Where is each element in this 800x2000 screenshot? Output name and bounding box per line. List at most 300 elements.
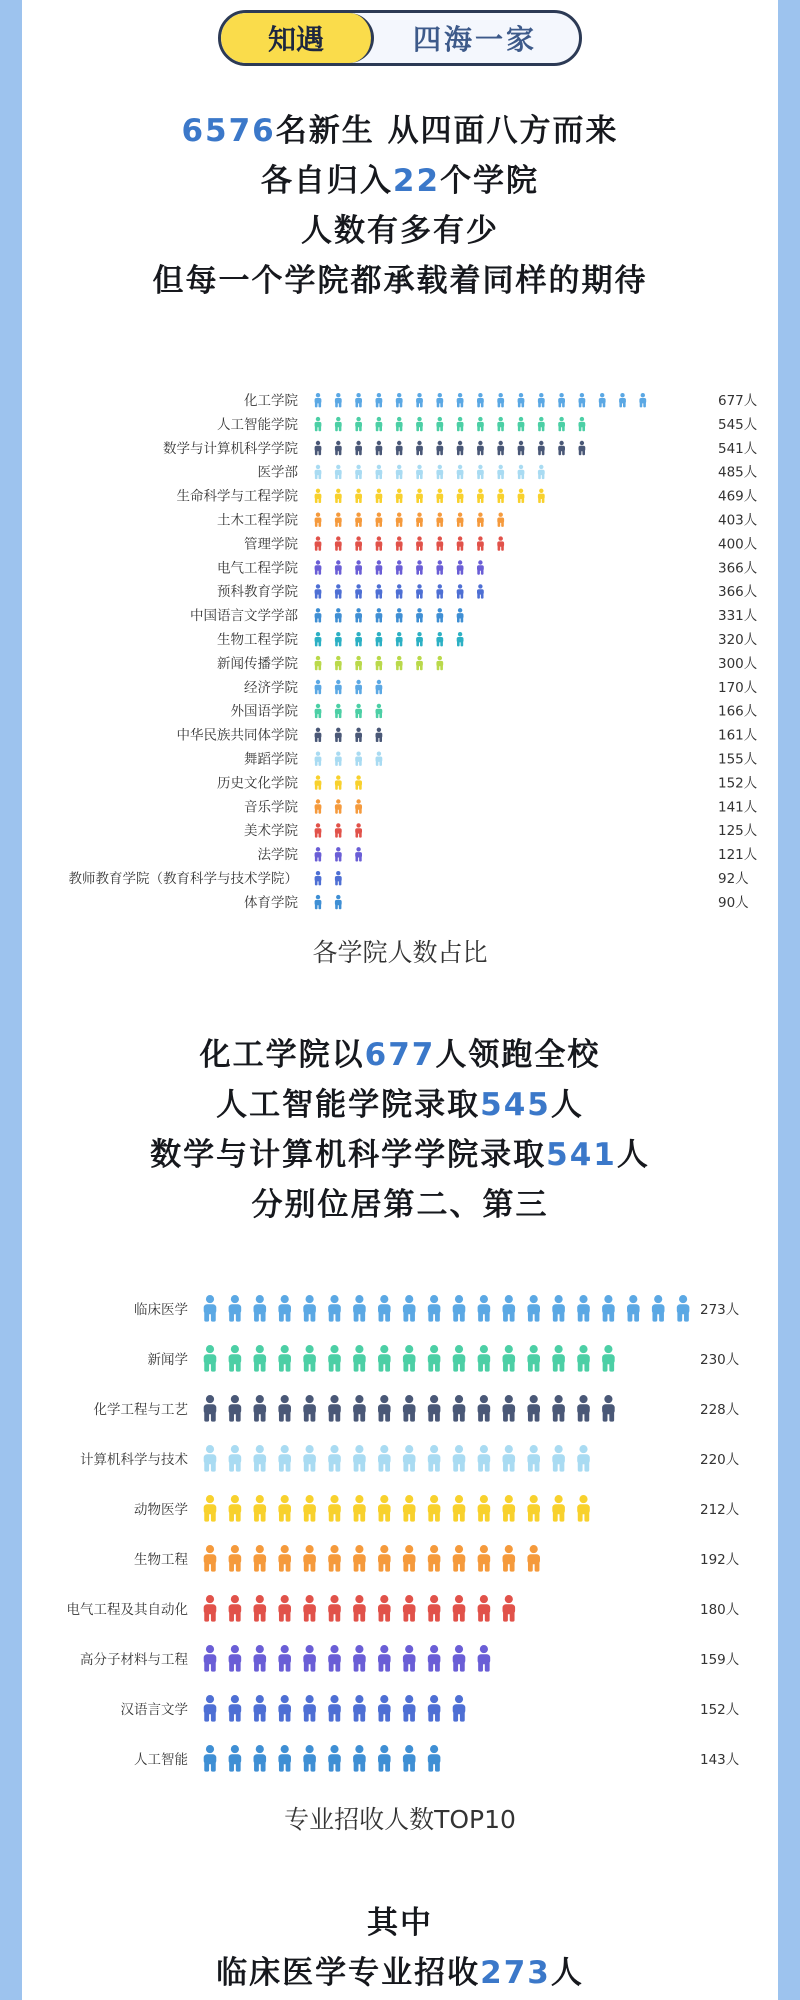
person-icon bbox=[579, 393, 586, 407]
person-icon bbox=[378, 1695, 391, 1722]
chart-row bbox=[217, 631, 758, 648]
person-icon bbox=[416, 608, 423, 622]
person-icon bbox=[353, 1545, 366, 1572]
person-icon bbox=[378, 1445, 391, 1472]
person-icon bbox=[428, 1345, 441, 1372]
person-icon bbox=[335, 752, 342, 766]
person-icon bbox=[453, 1695, 466, 1722]
person-icon bbox=[355, 799, 362, 813]
person-icon bbox=[552, 1495, 565, 1522]
value-label: 366人 bbox=[718, 584, 758, 601]
person-icon bbox=[436, 536, 443, 550]
person-icon bbox=[477, 536, 484, 550]
person-icon bbox=[396, 584, 403, 598]
person-icon bbox=[315, 799, 322, 813]
person-icon bbox=[497, 513, 504, 527]
person-icon bbox=[453, 1545, 466, 1572]
person-icon bbox=[254, 1295, 267, 1322]
person-icon bbox=[527, 1495, 540, 1522]
value-label: 90人 bbox=[718, 894, 749, 911]
mid-line-4: 分别位居第二、第三 bbox=[251, 1187, 549, 1223]
person-icon bbox=[552, 1395, 565, 1422]
person-icon bbox=[416, 417, 423, 431]
person-icon bbox=[353, 1395, 366, 1422]
person-icon bbox=[355, 847, 362, 861]
person-icon bbox=[403, 1395, 416, 1422]
intro-line-4: 但每一个学院都承载着同样的期待 bbox=[152, 263, 648, 299]
person-icon bbox=[527, 1345, 540, 1372]
chart-row bbox=[163, 440, 758, 457]
chart-row bbox=[134, 1495, 740, 1522]
chart-row bbox=[217, 512, 758, 529]
major-top10-chart bbox=[0, 1285, 800, 1780]
person-icon bbox=[376, 584, 383, 598]
person-icon bbox=[497, 536, 504, 550]
person-icon bbox=[518, 489, 525, 503]
person-icon bbox=[335, 895, 342, 909]
category-label: 高分子材料与工程 bbox=[80, 1652, 188, 1668]
person-icon bbox=[315, 632, 322, 646]
mid-line-2-pre: 人工智能学院录取 bbox=[216, 1087, 481, 1123]
person-icon bbox=[229, 1445, 242, 1472]
category-label: 教师教育学院（教育科学与技术学院） bbox=[68, 871, 298, 887]
person-icon bbox=[436, 441, 443, 455]
person-icon bbox=[328, 1345, 341, 1372]
person-icon bbox=[577, 1295, 590, 1322]
person-icon bbox=[376, 536, 383, 550]
person-icon bbox=[457, 584, 464, 598]
chart-row bbox=[217, 775, 758, 791]
intro-line-2-post: 个学院 bbox=[440, 163, 540, 199]
person-icon bbox=[639, 393, 646, 407]
person-icon bbox=[204, 1495, 217, 1522]
person-icon bbox=[403, 1345, 416, 1372]
person-icon bbox=[204, 1745, 217, 1772]
intro-line-1-text: 名新生 从四面八方而来 bbox=[275, 113, 619, 149]
intro-line-3: 人数有多有少 bbox=[301, 213, 499, 249]
chart-row bbox=[190, 607, 758, 624]
person-icon bbox=[315, 895, 322, 909]
person-icon bbox=[538, 417, 545, 431]
person-icon bbox=[396, 608, 403, 622]
value-label: 180人 bbox=[700, 1602, 740, 1618]
intro-line-2 bbox=[0, 156, 800, 206]
chart-row bbox=[67, 1595, 740, 1622]
person-icon bbox=[403, 1495, 416, 1522]
person-icon bbox=[328, 1395, 341, 1422]
person-icon bbox=[355, 728, 362, 742]
person-icon bbox=[378, 1395, 391, 1422]
person-icon bbox=[478, 1495, 491, 1522]
person-icon bbox=[428, 1595, 441, 1622]
college-headcount-chart bbox=[0, 385, 800, 925]
category-label: 外国语学院 bbox=[230, 703, 298, 720]
person-icon bbox=[229, 1395, 242, 1422]
value-label: 366人 bbox=[718, 560, 758, 577]
category-label: 预科教育学院 bbox=[217, 584, 298, 601]
person-icon bbox=[229, 1345, 242, 1372]
section-tag bbox=[218, 10, 582, 66]
person-icon bbox=[478, 1595, 491, 1622]
value-label: 220人 bbox=[700, 1452, 740, 1468]
person-icon bbox=[376, 704, 383, 718]
person-icon bbox=[328, 1295, 341, 1322]
person-icon bbox=[303, 1545, 316, 1572]
person-icon bbox=[204, 1345, 217, 1372]
person-icon bbox=[315, 775, 322, 789]
person-icon bbox=[204, 1295, 217, 1322]
person-icon bbox=[254, 1345, 267, 1372]
person-icon bbox=[315, 847, 322, 861]
person-icon bbox=[355, 680, 362, 694]
person-icon bbox=[315, 728, 322, 742]
person-icon bbox=[497, 465, 504, 479]
person-icon bbox=[229, 1695, 242, 1722]
chart-1-title: 各学院人数占比 bbox=[312, 938, 488, 967]
person-icon bbox=[303, 1645, 316, 1672]
person-icon bbox=[497, 441, 504, 455]
tag-left-label: 知遇 bbox=[221, 13, 374, 63]
person-icon bbox=[303, 1345, 316, 1372]
person-icon bbox=[204, 1595, 217, 1622]
person-icon bbox=[355, 417, 362, 431]
person-icon bbox=[335, 608, 342, 622]
person-icon bbox=[303, 1595, 316, 1622]
person-icon bbox=[278, 1445, 291, 1472]
person-icon bbox=[518, 393, 525, 407]
person-icon bbox=[335, 847, 342, 861]
person-icon bbox=[403, 1695, 416, 1722]
person-icon bbox=[416, 513, 423, 527]
chart-row bbox=[177, 727, 758, 744]
person-icon bbox=[315, 752, 322, 766]
person-icon bbox=[396, 632, 403, 646]
person-icon bbox=[453, 1445, 466, 1472]
person-icon bbox=[315, 489, 322, 503]
person-icon bbox=[396, 417, 403, 431]
value-label: 677人 bbox=[718, 393, 758, 409]
person-icon bbox=[355, 441, 362, 455]
chart-row bbox=[244, 536, 758, 552]
person-icon bbox=[335, 680, 342, 694]
chart-row bbox=[177, 488, 758, 505]
person-icon bbox=[436, 608, 443, 622]
person-icon bbox=[355, 632, 362, 646]
person-icon bbox=[278, 1695, 291, 1722]
person-icon bbox=[453, 1645, 466, 1672]
person-icon bbox=[254, 1695, 267, 1722]
person-icon bbox=[457, 417, 464, 431]
category-label: 经济学院 bbox=[244, 679, 298, 696]
person-icon bbox=[278, 1595, 291, 1622]
category-label: 体育学院 bbox=[244, 894, 298, 911]
mid-number-2: 545 bbox=[480, 1087, 551, 1123]
person-icon bbox=[278, 1745, 291, 1772]
category-label: 人工智能 bbox=[134, 1752, 188, 1768]
person-icon bbox=[315, 393, 322, 407]
category-label: 中华民族共同体学院 bbox=[176, 727, 298, 744]
person-icon bbox=[376, 608, 383, 622]
chart-row bbox=[217, 655, 758, 672]
person-icon bbox=[376, 393, 383, 407]
person-icon bbox=[335, 417, 342, 431]
person-icon bbox=[416, 656, 423, 670]
person-icon bbox=[254, 1595, 267, 1622]
bottom-line-1: 其中 bbox=[367, 1905, 433, 1941]
value-label: 273人 bbox=[700, 1302, 740, 1318]
value-label: 170人 bbox=[718, 679, 758, 696]
person-icon bbox=[558, 393, 565, 407]
person-icon bbox=[378, 1545, 391, 1572]
person-icon bbox=[503, 1495, 516, 1522]
category-label: 汉语言文学 bbox=[120, 1702, 188, 1718]
person-icon bbox=[552, 1295, 565, 1322]
person-icon bbox=[677, 1295, 690, 1322]
person-icon bbox=[558, 441, 565, 455]
chart-row bbox=[80, 1645, 740, 1672]
intro-college-count: 22 bbox=[392, 163, 441, 199]
person-icon bbox=[328, 1495, 341, 1522]
chart-row bbox=[244, 751, 758, 768]
person-icon bbox=[335, 632, 342, 646]
person-icon bbox=[378, 1645, 391, 1672]
value-label: 92人 bbox=[718, 871, 749, 887]
person-icon bbox=[335, 704, 342, 718]
person-icon bbox=[552, 1445, 565, 1472]
person-icon bbox=[229, 1495, 242, 1522]
value-label: 212人 bbox=[700, 1502, 740, 1518]
person-icon bbox=[503, 1295, 516, 1322]
mid-line-1-pre: 化工学院以 bbox=[199, 1037, 365, 1073]
bottom-line-2-pre: 临床医学专业招收 bbox=[216, 1955, 481, 1991]
person-icon bbox=[453, 1395, 466, 1422]
person-icon bbox=[204, 1645, 217, 1672]
value-label: 152人 bbox=[718, 775, 758, 792]
value-label: 545人 bbox=[718, 416, 758, 433]
intro-total-number: 6576 bbox=[181, 113, 276, 149]
person-icon bbox=[376, 489, 383, 503]
person-icon bbox=[453, 1595, 466, 1622]
person-icon bbox=[278, 1645, 291, 1672]
person-icon bbox=[538, 489, 545, 503]
person-icon bbox=[416, 560, 423, 574]
person-icon bbox=[229, 1545, 242, 1572]
person-icon bbox=[579, 441, 586, 455]
person-icon bbox=[376, 417, 383, 431]
category-label: 数学与计算机科学学院 bbox=[163, 440, 298, 457]
person-icon bbox=[403, 1595, 416, 1622]
chart-row bbox=[244, 679, 758, 696]
tag-right-label: 四海一家 bbox=[412, 23, 537, 56]
bottom-line-2 bbox=[0, 1948, 800, 1998]
chart-row bbox=[121, 1695, 740, 1722]
chart-row bbox=[94, 1395, 740, 1422]
person-icon bbox=[254, 1395, 267, 1422]
person-icon bbox=[577, 1495, 590, 1522]
person-icon bbox=[478, 1295, 491, 1322]
category-label: 临床医学 bbox=[134, 1302, 188, 1318]
person-icon bbox=[353, 1445, 366, 1472]
mid-line-3-pre: 数学与计算机科学学院录取 bbox=[150, 1137, 547, 1173]
category-label: 音乐学院 bbox=[244, 799, 298, 816]
person-icon bbox=[396, 560, 403, 574]
value-label: 141人 bbox=[718, 799, 758, 816]
person-icon bbox=[303, 1495, 316, 1522]
person-icon bbox=[416, 393, 423, 407]
person-icon bbox=[428, 1295, 441, 1322]
person-icon bbox=[396, 656, 403, 670]
person-icon bbox=[428, 1445, 441, 1472]
chart-row bbox=[244, 822, 758, 839]
person-icon bbox=[335, 393, 342, 407]
value-label: 300人 bbox=[718, 655, 758, 672]
person-icon bbox=[577, 1445, 590, 1472]
person-icon bbox=[376, 680, 383, 694]
person-icon bbox=[478, 1345, 491, 1372]
person-icon bbox=[315, 584, 322, 598]
person-icon bbox=[436, 656, 443, 670]
person-icon bbox=[453, 1295, 466, 1322]
person-icon bbox=[355, 560, 362, 574]
person-icon bbox=[376, 441, 383, 455]
person-icon bbox=[328, 1445, 341, 1472]
person-icon bbox=[457, 608, 464, 622]
person-icon bbox=[278, 1345, 291, 1372]
person-icon bbox=[254, 1745, 267, 1772]
value-label: 469人 bbox=[718, 488, 758, 505]
person-icon bbox=[627, 1295, 640, 1322]
person-icon bbox=[478, 1395, 491, 1422]
chart-2-title: 专业招收人数TOP10 bbox=[284, 1805, 516, 1834]
person-icon bbox=[396, 441, 403, 455]
person-icon bbox=[453, 1495, 466, 1522]
person-icon bbox=[229, 1295, 242, 1322]
person-icon bbox=[403, 1645, 416, 1672]
value-label: 121人 bbox=[718, 847, 758, 864]
person-icon bbox=[457, 560, 464, 574]
person-icon bbox=[503, 1345, 516, 1372]
chart-row bbox=[80, 1445, 740, 1472]
mid-number-3: 541 bbox=[546, 1137, 617, 1173]
person-icon bbox=[328, 1645, 341, 1672]
mid-line-2-post: 人 bbox=[550, 1087, 584, 1123]
person-icon bbox=[577, 1345, 590, 1372]
person-icon bbox=[602, 1395, 615, 1422]
chart-row bbox=[217, 583, 758, 600]
person-icon bbox=[315, 513, 322, 527]
value-label: 541人 bbox=[718, 440, 758, 457]
person-icon bbox=[503, 1395, 516, 1422]
category-label: 电气工程学院 bbox=[217, 560, 298, 577]
person-icon bbox=[204, 1395, 217, 1422]
person-icon bbox=[436, 465, 443, 479]
person-icon bbox=[303, 1745, 316, 1772]
person-icon bbox=[457, 393, 464, 407]
person-icon bbox=[355, 704, 362, 718]
person-icon bbox=[229, 1645, 242, 1672]
person-icon bbox=[315, 560, 322, 574]
person-icon bbox=[477, 513, 484, 527]
person-icon bbox=[457, 632, 464, 646]
person-icon bbox=[396, 465, 403, 479]
person-icon bbox=[477, 441, 484, 455]
value-label: 331人 bbox=[718, 608, 758, 625]
mid-line-1 bbox=[0, 1030, 800, 1080]
person-icon bbox=[457, 489, 464, 503]
person-icon bbox=[436, 513, 443, 527]
person-icon bbox=[436, 632, 443, 646]
person-icon bbox=[436, 393, 443, 407]
person-icon bbox=[457, 513, 464, 527]
category-label: 动物医学 bbox=[134, 1502, 188, 1518]
person-icon bbox=[527, 1445, 540, 1472]
person-icon bbox=[478, 1545, 491, 1572]
person-icon bbox=[303, 1295, 316, 1322]
person-icon bbox=[328, 1545, 341, 1572]
category-label: 新闻传播学院 bbox=[217, 655, 298, 672]
chart-row bbox=[231, 704, 758, 720]
person-icon bbox=[579, 417, 586, 431]
person-icon bbox=[477, 584, 484, 598]
category-label: 新闻学 bbox=[147, 1352, 188, 1368]
person-icon bbox=[527, 1395, 540, 1422]
person-icon bbox=[376, 728, 383, 742]
person-icon bbox=[303, 1695, 316, 1722]
person-icon bbox=[335, 871, 342, 885]
person-icon bbox=[552, 1345, 565, 1372]
chart-row bbox=[258, 846, 758, 863]
person-icon bbox=[428, 1695, 441, 1722]
mid-number-1: 677 bbox=[364, 1037, 436, 1073]
person-icon bbox=[229, 1595, 242, 1622]
person-icon bbox=[353, 1295, 366, 1322]
person-icon bbox=[428, 1395, 441, 1422]
person-icon bbox=[335, 584, 342, 598]
value-label: 166人 bbox=[718, 703, 758, 720]
person-icon bbox=[518, 465, 525, 479]
person-icon bbox=[376, 656, 383, 670]
chart-row bbox=[244, 894, 749, 911]
person-icon bbox=[355, 513, 362, 527]
person-icon bbox=[602, 1345, 615, 1372]
mid-line-2 bbox=[0, 1080, 800, 1130]
person-icon bbox=[355, 656, 362, 670]
value-label: 152人 bbox=[700, 1702, 740, 1718]
person-icon bbox=[396, 393, 403, 407]
category-label: 医学部 bbox=[257, 464, 298, 481]
person-icon bbox=[428, 1545, 441, 1572]
person-icon bbox=[376, 752, 383, 766]
person-icon bbox=[403, 1445, 416, 1472]
category-label: 中国语言文学学部 bbox=[190, 608, 298, 625]
person-icon bbox=[503, 1445, 516, 1472]
person-icon bbox=[403, 1745, 416, 1772]
intro-line-1 bbox=[0, 106, 800, 156]
person-icon bbox=[527, 1545, 540, 1572]
person-icon bbox=[477, 560, 484, 574]
person-icon bbox=[353, 1645, 366, 1672]
value-label: 228人 bbox=[700, 1402, 740, 1418]
chart-row bbox=[134, 1745, 740, 1772]
person-icon bbox=[353, 1745, 366, 1772]
person-icon bbox=[303, 1395, 316, 1422]
person-icon bbox=[497, 417, 504, 431]
value-label: 125人 bbox=[718, 823, 758, 840]
person-icon bbox=[457, 465, 464, 479]
person-icon bbox=[436, 489, 443, 503]
person-icon bbox=[518, 417, 525, 431]
person-icon bbox=[378, 1295, 391, 1322]
